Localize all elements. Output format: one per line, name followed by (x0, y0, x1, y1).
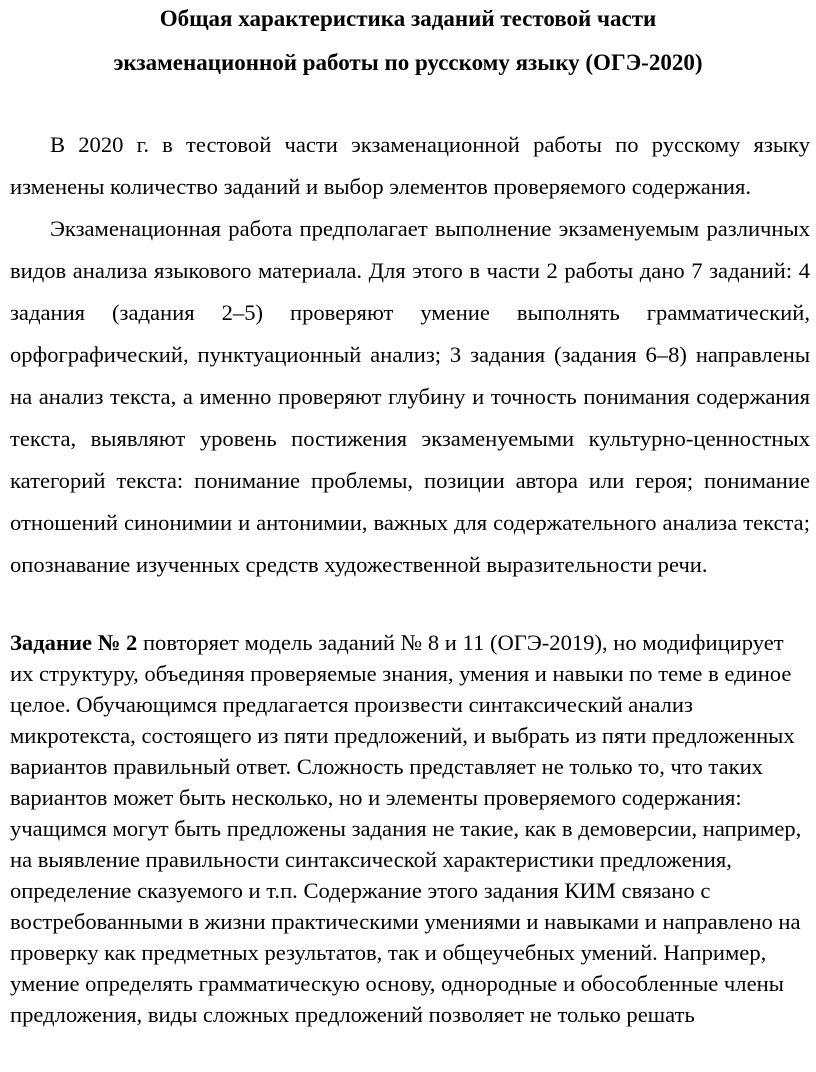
intro-section (10, 124, 810, 586)
paragraph-2: Экзаменационная работа предполагает выполнение экзаменуемым различных видов анализа языкового материала. Для этого в части 2 работы дано 7 заданий: 4 задания (задания 2–5) проверяют умение выполнять грамматический, орфографический, пунктуационный анализ; 3 задания (задания 6–8) направлены на анализ текста, а именно проверяют глубину и точность понимания содержания текста, выявляют уровень постижения экзаменуемыми культурно-ценностных категорий текста: понимание проблемы, позиции автора или героя; понимание отношений синонимии и антонимии, важных для содержательного анализа текста; опознавание изученных средств художественной выразительности речи. (10, 216, 810, 577)
task-2-text: повторяет модель заданий № 8 и 11 (ОГЭ-2019), но модифицирует их структуру, объединяя проверяемые знания, умения и навыки по теме в единое целое. Обучающимся предлагается произвести синтаксический анализ микротекста, состоящего из пяти предложений, и выбрать из пяти предложенных вариантов правильный ответ. Сложность представляет не только то, что таких вариантов может быть несколько, но и элементы проверяемого содержания: учащимся могут быть предложены задания не такие, как в демоверсии, например, на выявление правильности синтаксической характеристики предложения, определение сказуемого и т.п. Содержание этого задания КИМ связано с востребованными в жизни практическими умениями и навыками и направлено на проверку как предметных результатов, так и общеучебных умений. Например, умение определять грамматическую основу, однородные и обособленные члены предложения, виды сложных предложений позволяет не только решать (10, 630, 802, 1027)
title-line-1: Общая характеристика заданий тестовой части (159, 6, 657, 31)
task-2-section (10, 627, 810, 1030)
task-2-label: Задание № 2 (10, 630, 138, 655)
paragraph-1: В 2020 г. в тестовой части экзаменационной работы по русскому языку изменены количество заданий и выбор элементов проверяемого содержания. (10, 132, 810, 199)
document-title (0, 0, 816, 85)
task-2-paragraph (10, 627, 810, 1030)
title-line-2: экзаменационной работы по русскому языку (ОГЭ-2020) (113, 50, 703, 75)
